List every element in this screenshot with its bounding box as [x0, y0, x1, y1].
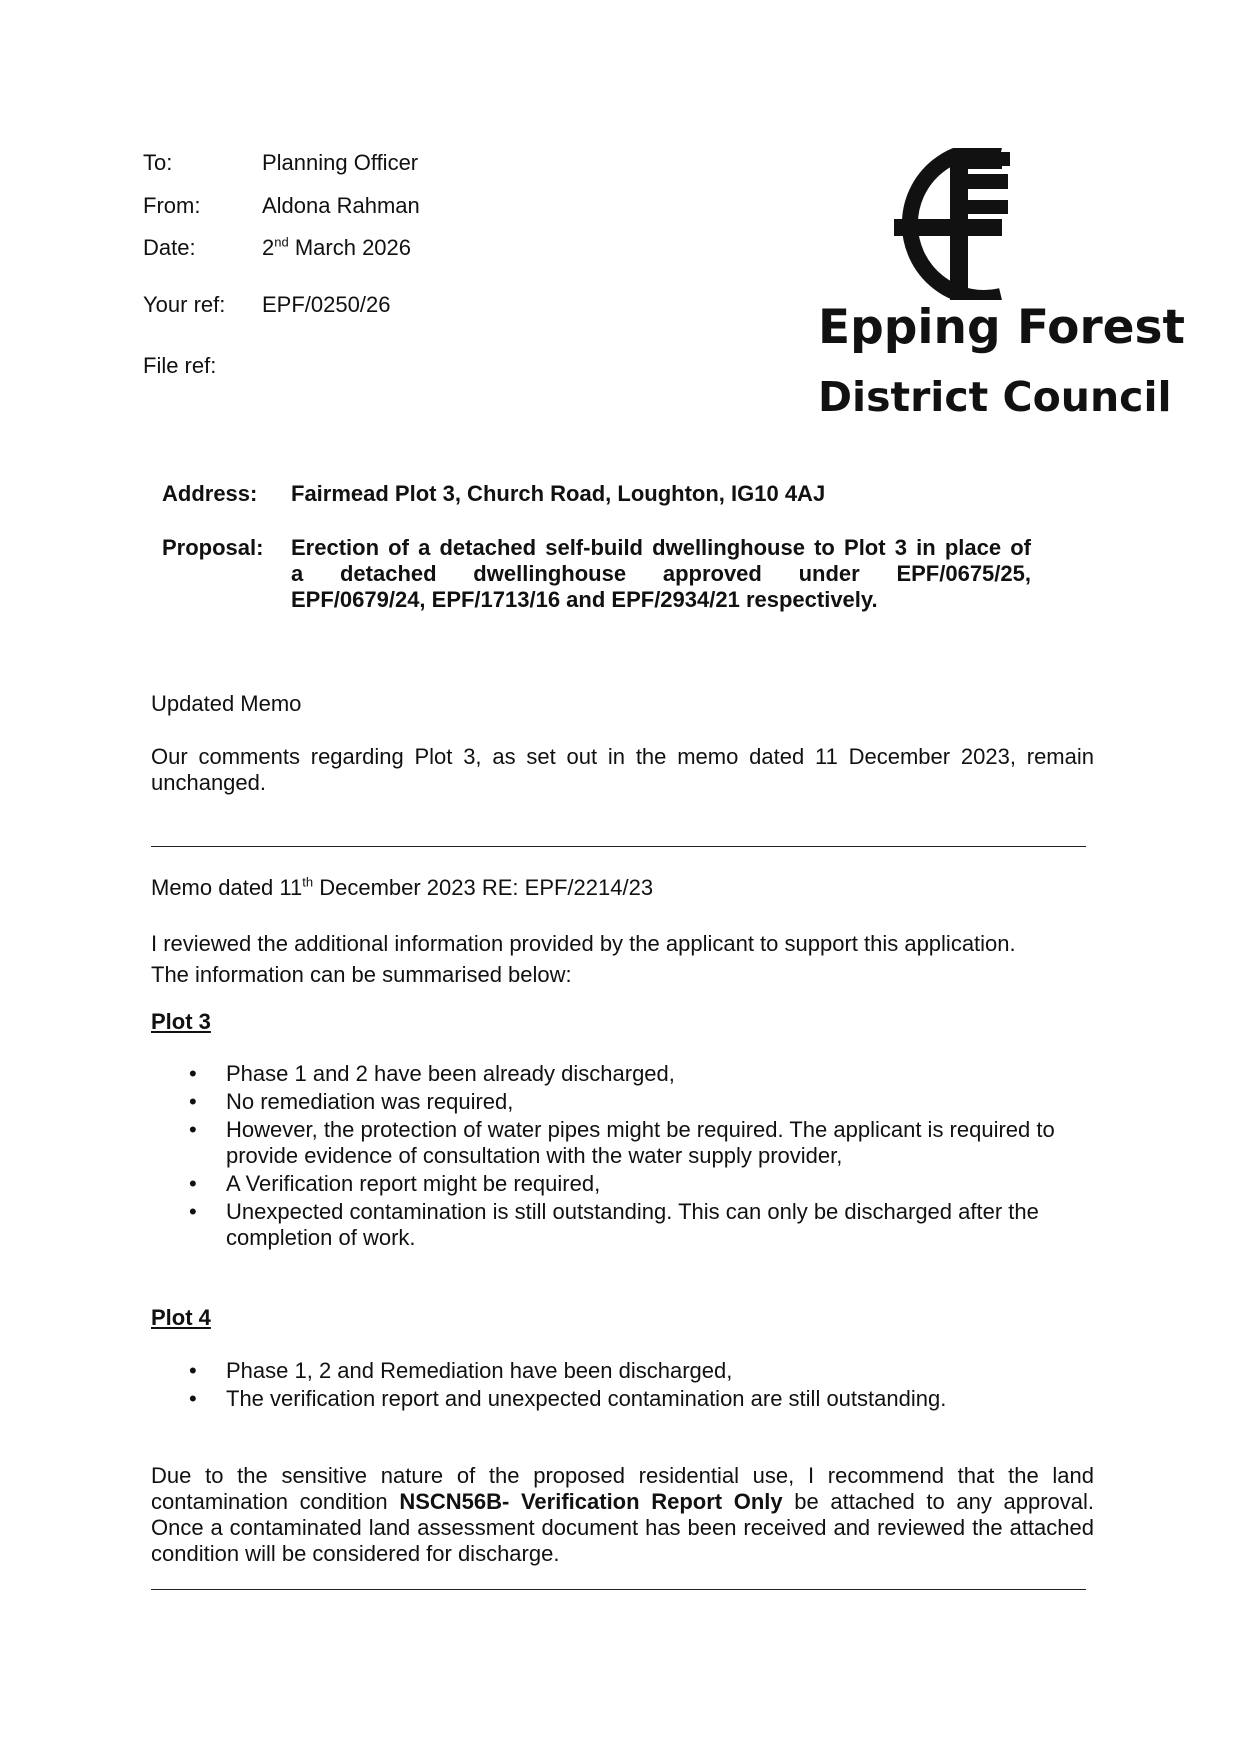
date-value: [262, 235, 411, 261]
plot3-heading: Plot 3: [151, 1009, 211, 1034]
plot3-item: • Unexpected contamination is still outstanding. This can only be discharged after the completion of work.: [151, 1199, 1094, 1251]
conclusion-part1: Due to the sensitive nature of the proposed residential use, I recommend that the land contamination condition: [151, 1463, 1094, 1514]
conclusion-part2: be attached to any approval. Once a contaminated land assessment document has been received and reviewed the attached condition will be considered for discharge.: [151, 1489, 1094, 1566]
plot4-item: • The verification report and unexpected contamination are still outstanding.: [151, 1386, 1094, 1412]
your-ref-value: EPF/0250/26: [262, 292, 391, 317]
old-memo-heading-start: Memo dated 11: [151, 875, 303, 900]
proposal-label: Proposal:: [162, 535, 264, 560]
proposal-line-3: EPF/0679/24, EPF/1713/16 and EPF/2934/21 respectively.: [291, 587, 878, 612]
proposal-line-1: Erection of a detached self-build dwellinghouse to Plot 3 in place of: [291, 535, 1031, 560]
plot4-heading: Plot 4: [151, 1305, 211, 1330]
old-memo-intro-line2: The information can be summarised below:: [151, 962, 572, 987]
plot3-item: • No remediation was required,: [151, 1089, 1094, 1115]
old-memo-intro-line1: I reviewed the additional information provided by the applicant to support this application.: [151, 931, 1016, 956]
old-memo-heading-sup: th: [302, 874, 314, 890]
divider-bottom: [151, 1589, 1086, 1590]
old-memo-heading: [151, 875, 1094, 901]
plot3-item: • A Verification report might be required,: [151, 1171, 1094, 1197]
council-logo-icon: [892, 148, 1022, 300]
old-memo-intro: [151, 928, 1094, 990]
plot4-item: • Phase 1, 2 and Remediation have been discharged,: [151, 1358, 1094, 1384]
date-day: 2: [262, 235, 275, 260]
condition-code: NSCN56B- Verification Report Only: [399, 1489, 783, 1514]
divider-top: [151, 846, 1086, 847]
plot3-list: [151, 1061, 1094, 1253]
plot4-list: [151, 1358, 1094, 1414]
plot3-item: • However, the protection of water pipes might be required. The applicant is required to provide evidence of consultation with the water supply provider,: [151, 1117, 1094, 1169]
from-value: Aldona Rahman: [262, 193, 420, 218]
conclusion-paragraph: [151, 1463, 1094, 1567]
proposal-value: [291, 535, 1031, 613]
updated-memo-text: Our comments regarding Plot 3, as set out in the memo dated 11 December 2023, remain unchanged.: [151, 744, 1094, 795]
to-value: Planning Officer: [262, 150, 419, 175]
address-value: Fairmead Plot 3, Church Road, Loughton, IG10 4AJ: [291, 481, 826, 506]
date-suffix: nd: [274, 234, 289, 250]
date-rest: March 2026: [288, 235, 412, 260]
address-label: Address:: [162, 481, 258, 506]
file-ref-label: File ref:: [143, 353, 217, 378]
to-label: To:: [143, 150, 173, 175]
old-memo-heading-end: December 2023 RE: EPF/2214/23: [313, 875, 654, 900]
logo-text-line1: Epping Forest: [818, 300, 1185, 355]
plot3-item: • Phase 1 and 2 have been already discharged,: [151, 1061, 1094, 1087]
from-label: From:: [143, 193, 201, 218]
logo-text-line2: District Council: [818, 373, 1172, 421]
proposal-line-2: a detached dwellinghouse approved under EPF/0675/25,: [291, 561, 1031, 586]
your-ref-label: Your ref:: [143, 292, 226, 317]
date-label: Date:: [143, 235, 196, 260]
updated-memo-title: Updated Memo: [151, 691, 302, 716]
